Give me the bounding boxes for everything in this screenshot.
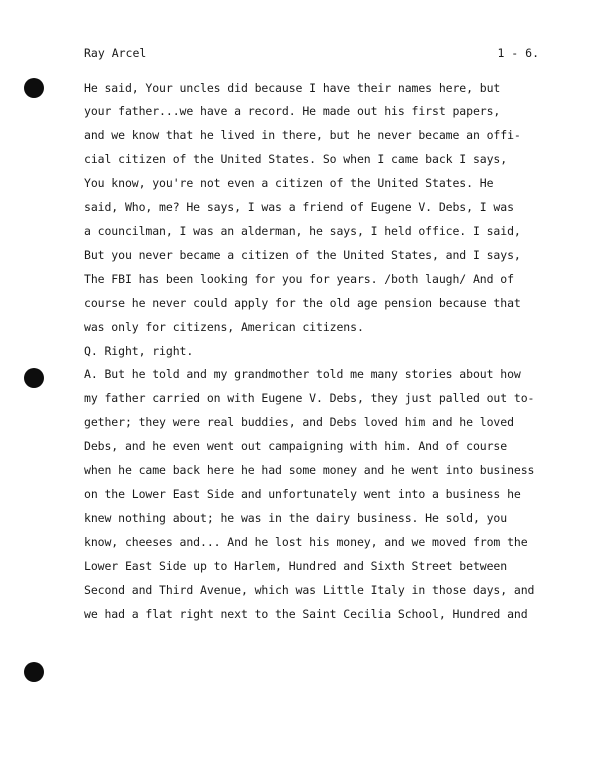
text-line: Second and Third Avenue, which was Little Italy in those days, and: [84, 583, 535, 597]
binder-hole: [24, 662, 44, 682]
header-author: Ray Arcel: [84, 46, 147, 60]
text-line: A. But he told and my grandmother told me many stories about how: [84, 367, 521, 381]
text-line: But you never became a citizen of the United States, and I says,: [84, 248, 521, 262]
text-line: we had a flat right next to the Saint Cecilia School, Hundred and: [84, 607, 528, 621]
text-line: know, cheeses and... And he lost his money, and we moved from the: [84, 535, 528, 549]
text-line: a councilman, I was an alderman, he says, I held office. I said,: [84, 224, 521, 238]
text-line: Lower East Side up to Harlem, Hundred and Sixth Street between: [84, 559, 508, 573]
text-line: your father...we have a record. He made out his first papers,: [84, 104, 501, 118]
page-header: [84, 46, 539, 62]
text-line: gether; they were real buddies, and Debs loved him and he loved: [84, 415, 514, 429]
text-line: on the Lower East Side and unfortunately went into a business he: [84, 487, 521, 501]
text-line: The FBI has been looking for you for years. /both laugh/ And of: [84, 272, 514, 286]
page-number: 1 - 6.: [497, 46, 539, 60]
text-line: Q. Right, right.: [84, 344, 194, 358]
text-line: when he came back here he had some money and he went into business: [84, 463, 535, 477]
text-line: said, Who, me? He says, I was a friend of Eugene V. Debs, I was: [84, 200, 514, 214]
text-line: and we know that he lived in there, but he never became an offi-: [84, 128, 521, 142]
binder-hole: [24, 78, 44, 98]
text-line: my father carried on with Eugene V. Debs, they just palled out to-: [84, 391, 535, 405]
text-line: course he never could apply for the old age pension because that: [84, 296, 521, 310]
binder-hole: [24, 368, 44, 388]
text-line: cial citizen of the United States. So when I came back I says,: [84, 152, 508, 166]
text-line: He said, Your uncles did because I have their names here, but: [84, 81, 501, 95]
text-line: Debs, and he even went out campaigning with him. And of course: [84, 439, 508, 453]
text-line: was only for citizens, American citizens.: [84, 320, 364, 334]
text-line: knew nothing about; he was in the dairy business. He sold, you: [84, 511, 508, 525]
text-line: You know, you're not even a citizen of the United States. He: [84, 176, 494, 190]
